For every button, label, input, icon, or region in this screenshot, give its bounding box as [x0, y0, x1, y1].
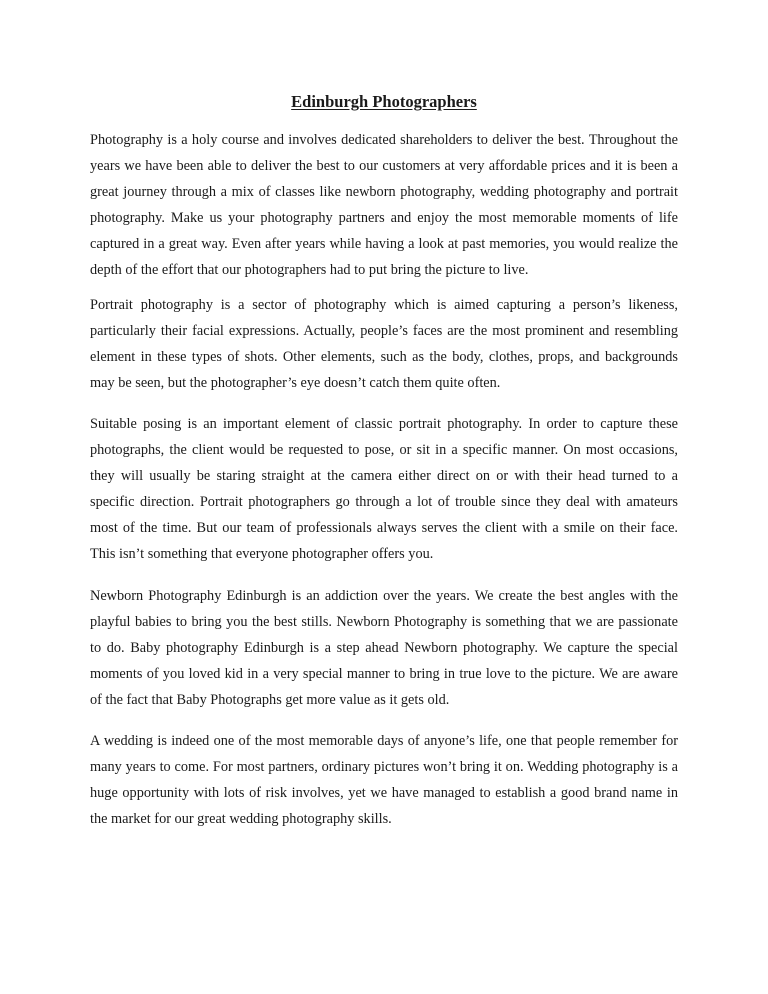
- page-title: Edinburgh Photographers: [291, 92, 477, 111]
- paragraph-newborn: Newborn Photography Edinburgh is an addiction over the years. We create the best angles with the playful babies to bring you the best stills. Newborn Photography is something that we are passionate to do. Baby photography Edinburgh is a step ahead Newborn photography. We capture the special moments of you loved kid in a very special manner to bring in true love to the picture. We are aware of the fact that Baby Photographs get more value as it gets old.: [90, 587, 678, 708]
- paragraph-posing: Suitable posing is an important element of classic portrait photography. In order to capture these photographs, the client would be requested to pose, or sit in a specific manner. On most occasions, they will usually be staring straight at the camera either direct on or with their head turned to a specific direction. Portrait photographers go through a lot of trouble since they deal with amateurs most of the time. But our team of professionals always serves the client with a smile on their face. This isn’t something that everyone photographer offers you.: [90, 415, 678, 563]
- paragraph-intro: Photography is a holy course and involves dedicated shareholders to deliver the best. Throughout the years we have been able to deliver the best to our customers at very affordable prices and it is been a great journey through a mix of classes like newborn photography, wedding photography and portrait photography. Make us your photography partners and enjoy the most memorable moments of life captured in a great way. Even after years while having a look at past memories, you would realize the depth of the effort that our photographers had to put bring the picture to live.: [90, 132, 678, 279]
- document-body: [90, 92, 678, 832]
- paragraph-portrait: Portrait photography is a sector of photography which is aimed capturing a person’s likeness, particularly their facial expressions. Actually, people’s faces are the most prominent and resembling element in these types of shots. Other elements, such as the body, clothes, props, and backgrounds may be seen, but the photographer’s eye doesn’t catch them quite often.: [90, 296, 678, 391]
- paragraph-wedding: A wedding is indeed one of the most memorable days of anyone’s life, one that people remember for many years to come. For most partners, ordinary pictures won’t bring it on. Wedding photography is a huge opportunity with lots of risk involves, yet we have managed to establish a good brand name in the market for our great wedding photography skills.: [90, 732, 678, 828]
